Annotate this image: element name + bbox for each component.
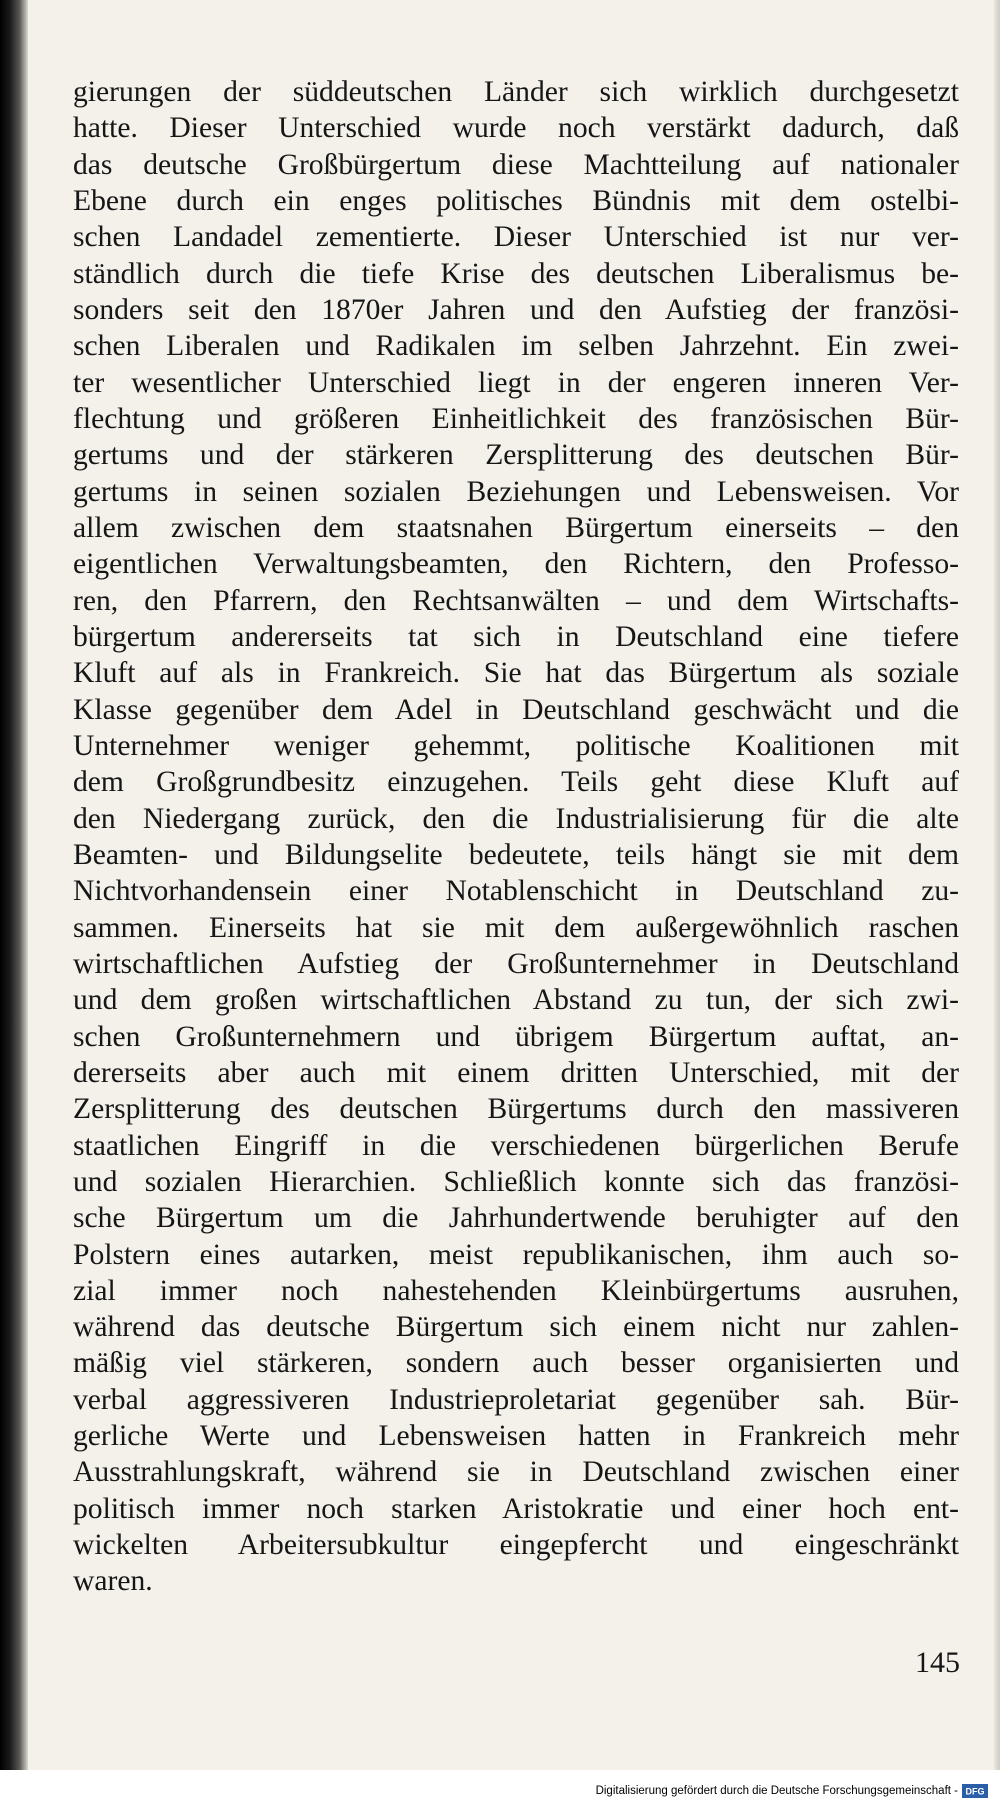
- book-spine-shadow: [0, 0, 28, 1801]
- text-line: Zersplitterung des deutschen Bürgertums durch den massiveren: [73, 1093, 959, 1126]
- text-line: ren, den Pfarrern, den Rechtsanwälten – und dem Wirtschafts-: [73, 584, 959, 617]
- text-line: bürgertum andererseits tat sich in Deutschland eine tiefere: [73, 620, 959, 653]
- text-line: und sozialen Hierarchien. Schließlich konnte sich das französi-: [73, 1165, 959, 1198]
- text-line: zial immer noch nahestehenden Kleinbürgertums ausruhen,: [73, 1274, 959, 1307]
- text-line: Nichtvorhandensein einer Notablenschicht in Deutschland zu-: [73, 875, 959, 908]
- text-line: den Niedergang zurück, den die Industrialisierung für die alte: [73, 802, 959, 835]
- text-line: flechtung und größeren Einheitlichkeit des französischen Bür-: [73, 402, 959, 435]
- text-line: Polstern eines autarken, meist republikanischen, ihm auch so-: [73, 1238, 959, 1271]
- dfg-logo-text: DFG: [965, 1786, 985, 1797]
- text-line: das deutsche Großbürgertum diese Machtteilung auf nationaler: [73, 148, 959, 181]
- text-line: gerliche Werte und Lebensweisen hatten in Frankreich mehr: [73, 1420, 959, 1453]
- text-line: eigentlichen Verwaltungsbeamten, den Richtern, den Professo-: [73, 548, 959, 581]
- text-line: verbal aggressiveren Industrieproletariat gegenüber sah. Bür-: [73, 1383, 959, 1416]
- text-line: Unternehmer weniger gehemmt, politische Koalitionen mit: [73, 729, 959, 762]
- text-line: schen Liberalen und Radikalen im selben Jahrzehnt. Ein zwei-: [73, 330, 959, 363]
- text-line: wirtschaftlichen Aufstieg der Großunternehmer in Deutschland: [73, 947, 959, 980]
- body-text: [73, 74, 959, 1600]
- digitization-credit: Digitalisierung gefördert durch die Deutsche Forschungsgemeinschaft -: [595, 1785, 958, 1797]
- text-line: waren.: [73, 1565, 153, 1598]
- text-line: schen Großunternehmern und übrigem Bürgertum auftat, an-: [73, 1020, 959, 1053]
- text-line: sche Bürgertum um die Jahrhundertwende beruhigter auf den: [73, 1202, 959, 1235]
- page-number: 145: [915, 1646, 960, 1679]
- text-line: staatlichen Eingriff in die verschiedenen bürgerlichen Berufe: [73, 1129, 959, 1162]
- text-line: dem Großgrundbesitz einzugehen. Teils geht diese Kluft auf: [73, 766, 959, 799]
- text-line: Kluft auf als in Frankreich. Sie hat das Bürgertum als soziale: [73, 657, 959, 690]
- text-line: politisch immer noch starken Aristokratie und einer hoch ent-: [73, 1492, 959, 1525]
- text-line: sonders seit den 1870er Jahren und den Aufstieg der französi-: [73, 293, 959, 326]
- text-line: und dem großen wirtschaftlichen Abstand zu tun, der sich zwi-: [73, 984, 959, 1017]
- dfg-logo: [962, 1784, 988, 1798]
- text-line: ter wesentlicher Unterschied liegt in der engeren inneren Ver-: [73, 366, 959, 399]
- text-line: mäßig viel stärkeren, sondern auch besser organisierten und: [73, 1347, 959, 1380]
- text-line: Ausstrahlungskraft, während sie in Deutschland zwischen einer: [73, 1456, 959, 1489]
- text-line: schen Landadel zementierte. Dieser Unterschied ist nur ver-: [73, 221, 959, 254]
- text-line: Ebene durch ein enges politisches Bündnis mit dem ostelbi-: [73, 184, 959, 217]
- text-line: gertums und der stärkeren Zersplitterung des deutschen Bür-: [73, 439, 959, 472]
- text-line: dererseits aber auch mit einem dritten Unterschied, mit der: [73, 1056, 959, 1089]
- text-line: ständlich durch die tiefe Krise des deutschen Liberalismus be-: [73, 257, 959, 290]
- page-edge: [994, 0, 1000, 1770]
- text-line: wickelten Arbeitersubkultur eingepfercht und eingeschränkt: [73, 1529, 959, 1562]
- text-line: während das deutsche Bürgertum sich einem nicht nur zahlen-: [73, 1311, 959, 1344]
- text-line: Beamten- und Bildungselite bedeutete, teils hängt sie mit dem: [73, 838, 959, 871]
- text-line: Klasse gegenüber dem Adel in Deutschland geschwächt und die: [73, 693, 959, 726]
- text-line: allem zwischen dem staatsnahen Bürgertum einerseits – den: [73, 511, 959, 544]
- text-line: gierungen der süddeutschen Länder sich wirklich durchgesetzt: [73, 76, 959, 108]
- text-line: gertums in seinen sozialen Beziehungen und Lebensweisen. Vor: [73, 475, 959, 508]
- text-line: sammen. Einerseits hat sie mit dem außergewöhnlich raschen: [73, 911, 959, 944]
- text-line: hatte. Dieser Unterschied wurde noch verstärkt dadurch, daß: [73, 112, 959, 145]
